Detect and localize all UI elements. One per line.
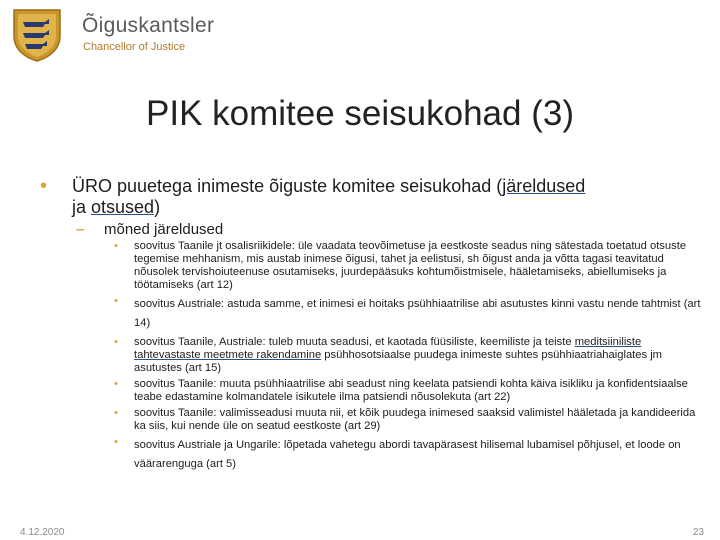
main-bullet-mid: ja [72, 197, 92, 217]
bullet-icon: • [114, 407, 118, 419]
bullet-icon: • [114, 336, 118, 348]
list-item [114, 295, 704, 333]
link-jareldused[interactable]: järeldused [502, 176, 586, 196]
main-bullet-pre: ÜRO puuetega inimeste õiguste komitee seisukohad ( [72, 176, 503, 196]
link-meditsiinilised-meetmed[interactable]: meditsiiniliste tahtevastaste meetmete rakendamine [134, 336, 642, 361]
recommendations-list [114, 240, 704, 477]
dash-icon: – [76, 221, 85, 238]
list-item-text: soovitus Taanile: valimisseadusi muuta nii, et kõik puudega inimesed saaksid valimistel hääletada ja kandideerida ka siis, kui nende üle on seatud eestkoste (art 29) [134, 407, 696, 432]
bullet-icon: • [114, 436, 118, 448]
list-item-text [134, 336, 704, 375]
list-item [114, 240, 704, 292]
brand-name: Õiguskantsler [82, 14, 215, 37]
list-item [114, 336, 704, 375]
main-bullet [40, 176, 690, 218]
list-item-text: soovitus Taanile: muuta psühhiaatrilise abi seadust ning keelata patsiendi kohta käiva isikliku ja konfidentsiaalse teabe edastamine kolmandatele isikutele ilma patsiendi nõusolekuta (art 22) [134, 378, 688, 403]
page-number: 23 [692, 527, 704, 538]
header [8, 4, 308, 64]
main-bullet-post: ) [154, 197, 161, 217]
list-item [114, 436, 704, 474]
main-bullet-text [72, 176, 690, 218]
bullet-icon: • [114, 295, 118, 307]
footer-date: 4.12.2020 [20, 527, 65, 538]
sub-bullet [76, 221, 223, 238]
list-item-pre: soovitus Taanile, Austriale: tuleb muuta seadusi, et kaotada füüsiliste, keemiliste ja teiste [134, 336, 575, 348]
list-item-text: soovitus Taanile jt osalisriikidele: üle vaadata teovõimetuse ja eestkoste seadus ning sätestada toetatud otsuste tegemise mehhanism, mis austab inimese õigusi, tahet ja eelistusi, sh õigust anda ja võtta tagasi teavitatud nõusolek tervishoiuteenuse osutamiseks, juurdepääsuks kohtumõistmisele, hääletamiseks, abiellumiseks ja töötamiseks (art 12) [134, 240, 687, 291]
list-item-post: psühhosotsiaalse puudega inimeste suhtes psühhiaatriahaiglates jm asutustes (art 15) [134, 349, 663, 374]
list-item-text: soovitus Austriale ja Ungarile: lõpetada vahetegu abordi tavapärasest hilisemal lubamisel põhjusel, et loode on väärarenguga (art 5) [134, 439, 681, 470]
sub-bullet-text: mõned järeldused [104, 221, 224, 238]
bullet-icon: • [114, 240, 118, 252]
link-otsused[interactable]: otsused [91, 197, 155, 217]
coat-of-arms-logo [10, 6, 64, 62]
bullet-icon: • [40, 175, 48, 197]
list-item-text: soovitus Austriale: astuda samme, et inimesi ei hoitaks psühhiaatrilise abi asutustes kinni vastu nende tahtmist (art 14) [134, 298, 701, 329]
bullet-icon: • [114, 378, 118, 390]
list-item [114, 378, 704, 404]
slide-title: PIK komitee seisukohad (3) [146, 94, 574, 133]
brand-subtitle: Chancellor of Justice [83, 41, 186, 53]
list-item [114, 407, 704, 433]
